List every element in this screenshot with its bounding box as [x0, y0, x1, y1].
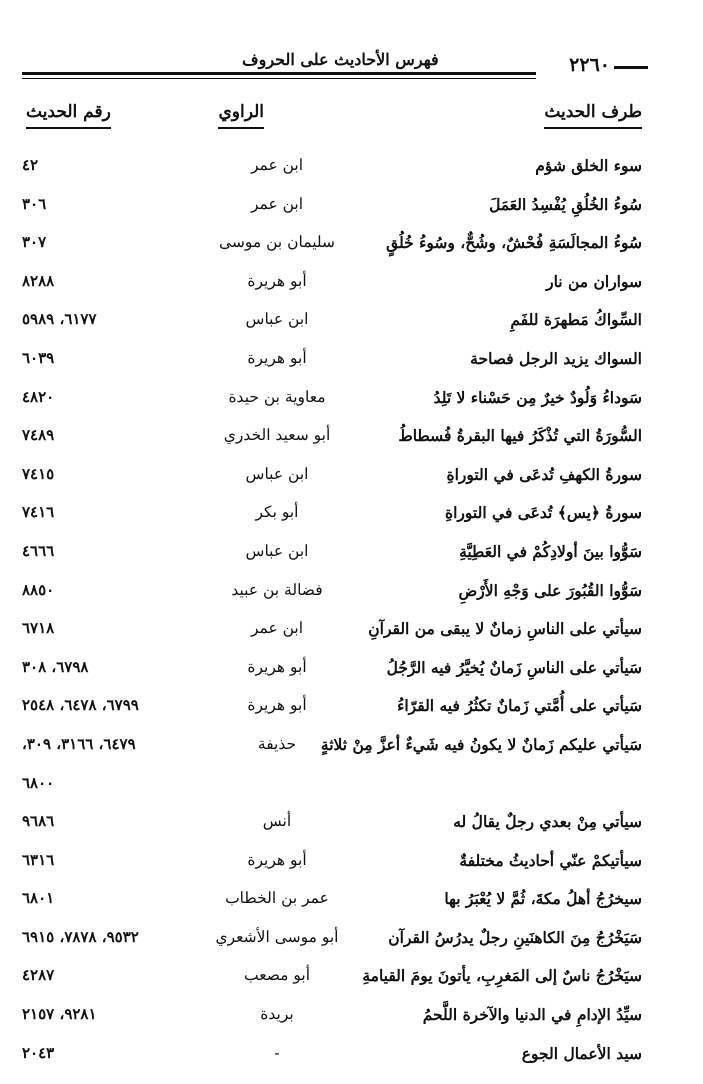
narrator: ابن عباس — [245, 541, 309, 560]
narrator: ابن عباس — [245, 310, 309, 329]
index-row — [22, 538, 648, 577]
index-row — [22, 499, 648, 538]
narrator: أبو هريرة — [247, 696, 307, 715]
index-row — [22, 808, 648, 847]
hadith-incipit: سواران من نار — [546, 271, 642, 291]
narrator: أبو مصعب — [244, 966, 310, 985]
index-row — [22, 384, 648, 423]
hadith-incipit: سيأتيكمْ عنّي أحاديثُ مختلفةٌ — [459, 850, 642, 870]
index-rows — [22, 152, 648, 1078]
hadith-number: ٩٥٣٢، ٧٨٧٨، ٦٩١٥ — [22, 927, 139, 946]
hadith-incipit: السواك يزيد الرجل فصاحة — [470, 348, 642, 368]
narrator: معاوية بن حيدة — [228, 387, 326, 406]
narrator: ابن عباس — [245, 464, 309, 483]
index-row — [22, 345, 648, 384]
hadith-incipit: سيأتي على الناسِ زمانٌ لا يبقى من القرآنِ — [368, 619, 642, 639]
narrator: أبو سعيد الخدري — [223, 426, 331, 445]
hadith-incipit: سَوداءُ وَلُودٌ خيرٌ مِن حَسْناء لا تَلِدُ — [433, 387, 642, 407]
hadith-number: ٧٤١٦ — [22, 503, 55, 522]
index-row — [22, 692, 648, 731]
hadith-number: ٤٦٦٦ — [22, 541, 55, 560]
hadith-number: ٧٤١٥ — [22, 464, 55, 483]
hadith-number: ٦٨٠١ — [22, 889, 55, 908]
index-row — [22, 615, 648, 654]
index-row — [22, 461, 648, 500]
column-header-hadith: طرف الحديث — [544, 102, 642, 129]
hadith-incipit: سَوُّوا القُبُورَ على وَجْهِ الأَرْضِ — [458, 580, 642, 600]
narrator: ابن عمر — [250, 619, 304, 638]
narrator: بريدة — [260, 1005, 294, 1024]
hadith-number: ٣٠٦ — [22, 194, 47, 213]
index-row — [22, 1001, 648, 1040]
hadith-number: ٣٠٧ — [22, 233, 47, 252]
index-row — [22, 191, 648, 230]
hadith-number: ٨٨٥٠ — [22, 580, 55, 599]
hadith-number: ٦٧٩٩، ٦٤٧٨، ٢٥٤٨ — [22, 696, 139, 715]
hadith-incipit: سيأتي مِنْ بعدي رجلٌ يقالُ له — [453, 812, 642, 832]
index-row — [22, 962, 648, 1001]
hadith-incipit: السُّورَةُ التي تُذْكَرُ فيها البقرةُ فُسطاطُ — [398, 426, 642, 446]
column-headers — [22, 96, 648, 152]
index-row — [22, 885, 648, 924]
narrator: أنس — [262, 812, 292, 831]
hadith-incipit: السِّواكُ مَطهرَة للفَمِ — [510, 310, 642, 330]
hadith-number: ٧٤٨٩ — [22, 426, 55, 445]
index-row — [22, 654, 648, 693]
hadith-number: ٤٨٢٠ — [22, 387, 55, 406]
index-row — [22, 924, 648, 963]
index-row — [22, 268, 648, 307]
narrator: سليمان بن موسى — [218, 233, 336, 252]
hadith-incipit: سوء الخلق شؤم — [535, 156, 642, 175]
hadith-incipit: سَيأتي على أُمَّتي زَمانٌ تكثُرُ فيه القرّاءُ — [397, 696, 642, 716]
narrator: فضالة بن عبيد — [231, 580, 323, 599]
index-row — [22, 731, 648, 770]
index-page — [22, 40, 648, 1080]
page-number-dash — [614, 66, 648, 69]
header-rule-thin — [22, 78, 536, 79]
hadith-number: ٤٢٨٧ — [22, 966, 55, 985]
narrator: ابن عمر — [250, 194, 304, 213]
hadith-incipit: سُوءُ الخُلُقِ يُفْسِدُ العَمَلَ — [489, 194, 642, 214]
running-header — [22, 40, 648, 80]
narrator: أبو هريرة — [247, 348, 307, 367]
hadith-incipit: سَوُّوا بينَ أولادِكُمْ في العَطِيَّةِ — [459, 541, 642, 561]
hadith-number: ٢٠٤٣ — [22, 1043, 55, 1062]
narrator: أبو هريرة — [247, 271, 307, 290]
index-row — [22, 422, 648, 461]
index-row — [22, 152, 648, 191]
hadith-number: ٦٨٠٠ — [22, 773, 55, 792]
hadith-number: ٦٧١٨ — [22, 619, 55, 638]
hadith-incipit: سورةُ الكهفِ تُدعَى في التوراةِ — [446, 464, 642, 484]
narrator: أبو موسى الأشعري — [215, 927, 339, 946]
hadith-incipit: سَيأتي عليكم زَمانٌ لا يكونُ فيه شَيءٌ أعزَّ مِنْ ثلاثةٍ — [320, 734, 642, 754]
header-rule — [22, 72, 536, 75]
page-number: ٢٢٦٠ — [569, 54, 610, 76]
narrator: أبو هريرة — [247, 850, 307, 869]
index-row — [22, 229, 648, 268]
hadith-incipit: سَيأتي على الناسِ زَمانٌ يُخيَّرُ فيه الرَّجُلُ — [386, 657, 642, 677]
index-row — [22, 306, 648, 345]
hadith-number: ٨٢٨٨ — [22, 271, 55, 290]
narrator: أبو هريرة — [247, 657, 307, 676]
narrator: - — [274, 1043, 280, 1062]
index-row — [22, 1040, 648, 1079]
hadith-incipit: سيخرُجُ أهلُ مكةَ، ثُمَّ لا يُعْبَرُ بها — [444, 889, 642, 909]
hadith-incipit: سيَخْرُجُ ناسٌ إلى المَغرِبِ، يأتونَ يومَ القيامةِ — [362, 966, 642, 986]
hadith-incipit: سورةُ ﴿يس﴾ تُدعَى في التوراةِ — [445, 503, 642, 523]
index-row — [22, 847, 648, 886]
hadith-number: ٦٠٣٩ — [22, 348, 55, 367]
index-row — [22, 770, 648, 809]
column-header-narrator: الراوي — [218, 102, 264, 129]
hadith-number: ٩٦٨٦ — [22, 812, 55, 831]
narrator: حذيفة — [257, 734, 297, 753]
hadith-incipit: سيد الأعمال الجوع — [521, 1043, 642, 1063]
hadith-incipit: سَيَخْرُجُ مِنَ الكاهنَينِ رجلٌ يدرُسُ القرآن — [388, 927, 642, 947]
hadith-number: ٩٢٨١، ٢١٥٧ — [22, 1005, 97, 1024]
hadith-number: ٦٧٩٨، ٣٠٨ — [22, 657, 89, 676]
narrator: ابن عمر — [250, 156, 304, 174]
hadith-number: ٦٣١٦ — [22, 850, 55, 869]
running-title: فهرس الأحاديث على الحروف — [242, 50, 439, 69]
hadith-incipit: سيِّدُ الإدامِ في الدنيا والآخرة اللَّحمُ — [422, 1005, 642, 1025]
narrator: أبو بكر — [255, 503, 299, 522]
hadith-incipit: سُوءُ المجالَسَةِ فُحْشٌ، وشُحٌّ، وسُوءُ خُلُقٍ — [386, 233, 642, 253]
narrator: عمر بن الخطاب — [225, 889, 329, 908]
column-header-number: رقم الحديث — [26, 102, 111, 129]
index-row — [22, 577, 648, 616]
hadith-number: ٤٢ — [22, 156, 39, 174]
hadith-number: ٦١٧٧، ٥٩٨٩ — [22, 310, 97, 329]
hadith-number: ٦٤٧٩، ٣١٦٦، ٣٠٩، — [22, 734, 136, 753]
